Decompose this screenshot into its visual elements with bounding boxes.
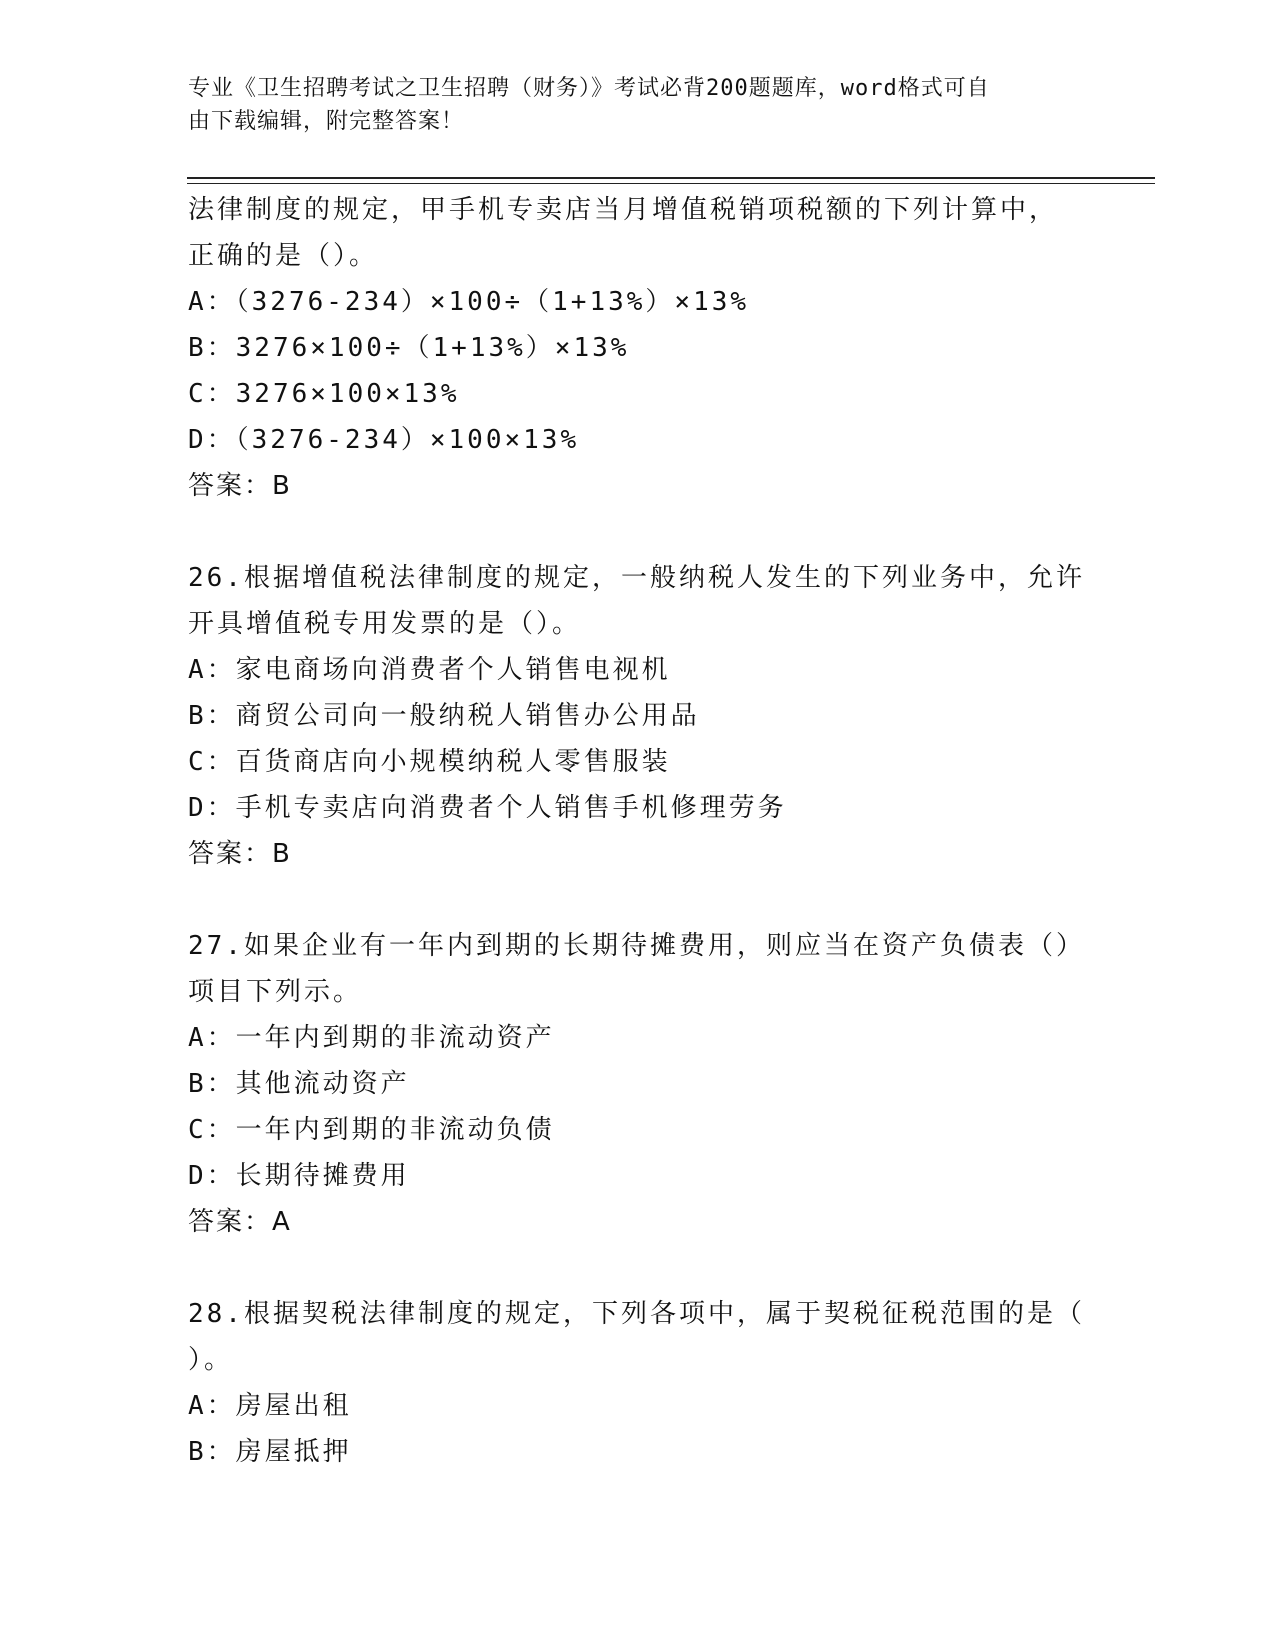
- option-b: B：房屋抵押: [188, 1437, 352, 1467]
- option-b: B：商贸公司向一般纳税人销售办公用品: [188, 701, 700, 731]
- header-divider-thick: [187, 177, 1155, 179]
- option-d: D：长期待摊费用: [188, 1161, 410, 1191]
- option-b: B：3276×100÷（1+13%）×13%: [188, 333, 630, 363]
- question-text-line: 项目下列示。: [188, 977, 363, 1007]
- option-c: C：一年内到期的非流动负债: [188, 1115, 555, 1145]
- header-line-1: 专业《卫生招聘考试之卫生招聘（财务）》考试必背200题题库，word格式可自: [188, 76, 990, 101]
- spacer: [188, 1245, 1088, 1291]
- document-header: [188, 72, 1088, 138]
- header-line-2: 由下载编辑，附完整答案！: [188, 109, 465, 134]
- question-text-line: 26.根据增值税法律制度的规定，一般纳税人发生的下列业务中，允许: [188, 563, 1085, 593]
- answer: 答案：A: [188, 1207, 292, 1237]
- question-text-line: 正确的是（）。: [188, 241, 379, 271]
- option-c: C：3276×100×13%: [188, 379, 460, 409]
- answer: 答案：B: [188, 471, 292, 501]
- option-a: A：房屋出租: [188, 1391, 352, 1421]
- question-25: [188, 187, 1088, 509]
- option-a: A：一年内到期的非流动资产: [188, 1023, 555, 1053]
- answer: 答案：B: [188, 839, 292, 869]
- question-27: [188, 923, 1088, 1245]
- option-c: C：百货商店向小规模纳税人零售服装: [188, 747, 671, 777]
- question-text-line: 法律制度的规定，甲手机专卖店当月增值税销项税额的下列计算中，: [188, 195, 1059, 225]
- question-28: [188, 1291, 1088, 1475]
- question-text-line: 开具增值税专用发票的是（）。: [188, 609, 582, 639]
- header-divider-thin: [187, 183, 1155, 184]
- option-a: A：（3276-234）×100÷（1+13%）×13%: [188, 287, 750, 317]
- question-text-line: 27.如果企业有一年内到期的长期待摊费用，则应当在资产负债表（）: [188, 931, 1085, 961]
- option-d: D：手机专卖店向消费者个人销售手机修理劳务: [188, 793, 787, 823]
- spacer: [188, 509, 1088, 555]
- question-list: [188, 187, 1088, 1475]
- option-d: D：（3276-234）×100×13%: [188, 425, 580, 455]
- question-text-line: ）。: [188, 1345, 234, 1375]
- option-a: A：家电商场向消费者个人销售电视机: [188, 655, 671, 685]
- option-b: B：其他流动资产: [188, 1069, 410, 1099]
- spacer: [188, 877, 1088, 923]
- question-text-line: 28.根据契税法律制度的规定，下列各项中，属于契税征税范围的是（: [188, 1299, 1085, 1329]
- question-26: [188, 555, 1088, 877]
